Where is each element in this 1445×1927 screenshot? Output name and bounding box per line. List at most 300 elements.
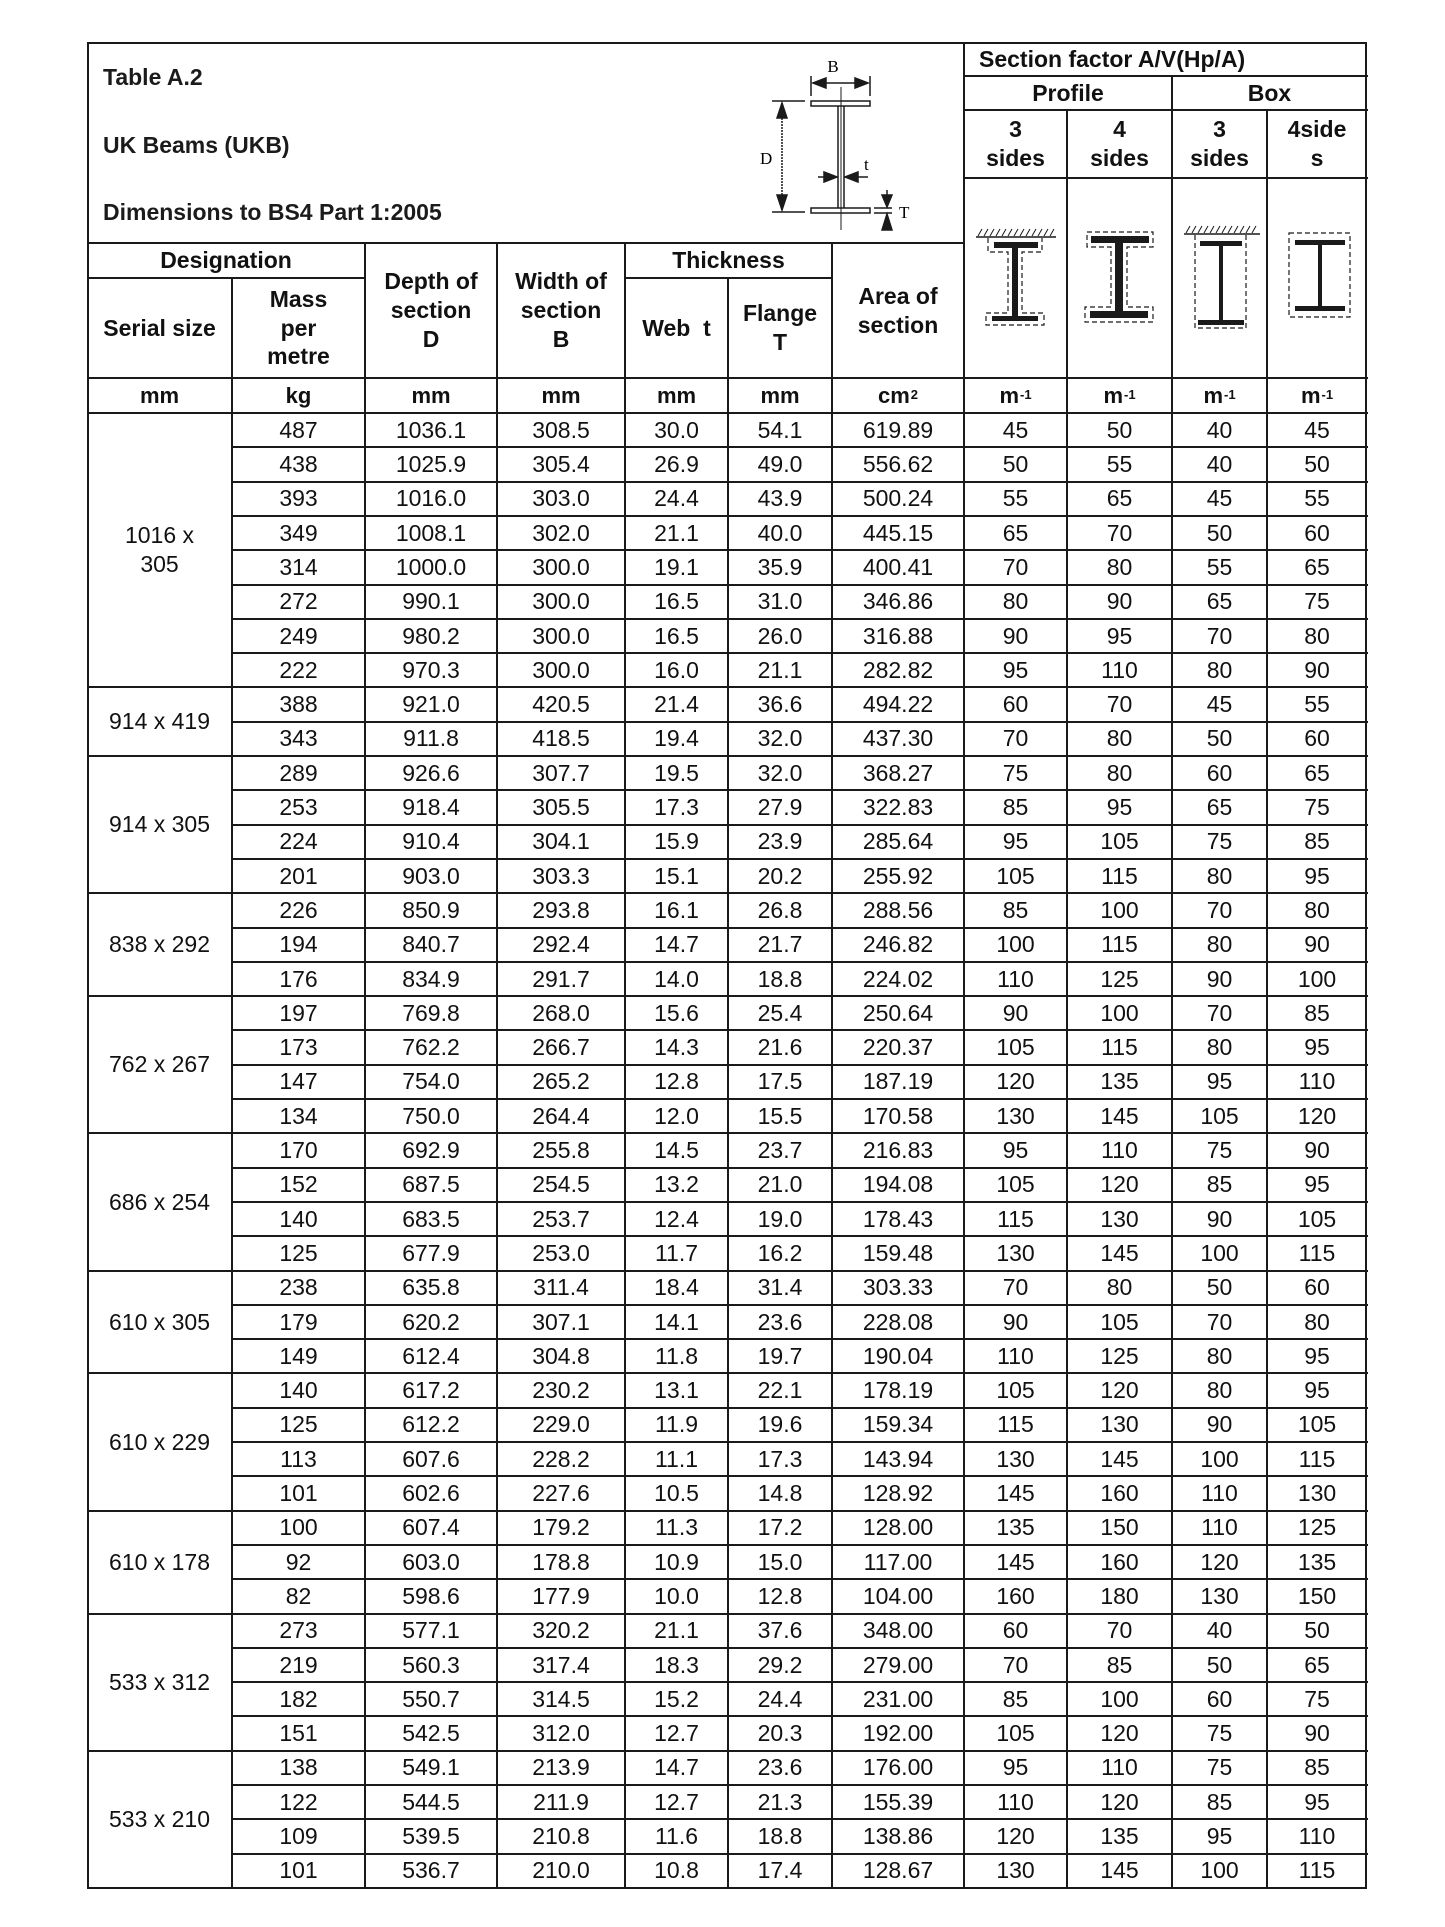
table-cell: 612.2 — [402, 1411, 460, 1438]
table-cell: 19.4 — [654, 725, 699, 752]
table-cell: 100 — [1200, 1445, 1239, 1472]
table-cell: 178.43 — [862, 1205, 934, 1232]
table-cell: 194.08 — [862, 1171, 934, 1198]
serial-size-cell — [87, 1271, 232, 1374]
table-cell: 120 — [996, 1068, 1035, 1095]
table-cell: 11.3 — [654, 1514, 699, 1541]
table-cell: 14.5 — [654, 1137, 699, 1164]
table-cell: 265.2 — [532, 1068, 590, 1095]
grid-hline — [232, 1578, 1368, 1580]
table-cell: 159.48 — [862, 1239, 934, 1266]
table-cell: 18.3 — [654, 1651, 699, 1678]
table-cell: 130 — [996, 1857, 1035, 1884]
table-cell: 12.7 — [654, 1788, 699, 1815]
table-cell: 85 — [1002, 794, 1029, 821]
table-cell: 115 — [1101, 931, 1138, 958]
header-line: Width of — [515, 268, 607, 295]
table-cell: 110 — [997, 1788, 1034, 1815]
serial-size-cell — [87, 1133, 232, 1270]
table-cell: 388 — [279, 691, 318, 718]
table-cell: 105 — [996, 862, 1035, 889]
table-cell: 177.9 — [532, 1582, 590, 1609]
table-cell: 85 — [1304, 828, 1330, 855]
grid-hline — [232, 446, 1368, 448]
table-cell: 80 — [1206, 656, 1233, 683]
header-line: section — [520, 297, 602, 324]
table-cell: 138.86 — [862, 1823, 934, 1850]
table-cell: 268.0 — [532, 999, 590, 1026]
unit-label: mm — [760, 382, 800, 408]
table-cell: 300.0 — [532, 588, 590, 615]
table-cell: 18.8 — [757, 965, 803, 992]
table-cell: 22.1 — [757, 1377, 803, 1404]
table-cell: 70 — [1206, 999, 1233, 1026]
unit-label: m — [1300, 382, 1321, 408]
table-cell: 110 — [1298, 1823, 1336, 1850]
table-cell: 70 — [1002, 553, 1029, 580]
table-cell: 11.9 — [654, 1411, 699, 1438]
table-cell: 95 — [1002, 828, 1029, 855]
table-cell: 229.0 — [532, 1411, 590, 1438]
table-cell: 16.2 — [757, 1239, 803, 1266]
grid-hline — [232, 1441, 1368, 1443]
table-cell: 85 — [1106, 1651, 1133, 1678]
table-cell: 104.00 — [862, 1582, 934, 1609]
grid-hline — [232, 858, 1368, 860]
unit-label: m — [999, 382, 1019, 408]
table-cell: 179 — [279, 1308, 318, 1335]
table-cell: 125 — [279, 1411, 318, 1438]
profile-group-header: Profile — [1032, 79, 1104, 106]
table-cell: 130 — [1297, 1480, 1337, 1507]
table-cell: 90 — [1206, 1411, 1233, 1438]
table-cell: 23.9 — [757, 828, 803, 855]
i-beam-dimension-diagram — [760, 40, 960, 240]
table-cell: 228.2 — [532, 1445, 590, 1472]
table-cell: 110 — [997, 1342, 1034, 1369]
table-cell: 70 — [1002, 1274, 1029, 1301]
table-cell: 1008.1 — [395, 519, 467, 546]
table-cell: 602.6 — [402, 1480, 460, 1507]
table-cell: 246.82 — [862, 931, 934, 958]
unit-superscript: -1 — [1321, 387, 1334, 403]
header-line: metre — [267, 343, 330, 370]
unit-cell — [728, 378, 832, 413]
table-cell: 19.0 — [757, 1205, 803, 1232]
table-cell: 65 — [1304, 1651, 1330, 1678]
table-cell: 10.0 — [654, 1582, 699, 1609]
table-cell: 30.0 — [654, 416, 699, 443]
table-cell: 85 — [1206, 1788, 1233, 1815]
table-cell: 437.30 — [862, 725, 934, 752]
table-cell: 31.4 — [757, 1274, 803, 1301]
table-cell: 135 — [1100, 1823, 1139, 1850]
table-cell: 598.6 — [402, 1582, 460, 1609]
table-cell: 16.0 — [654, 656, 699, 683]
table-cell: 216.83 — [862, 1137, 934, 1164]
table-cell: 14.7 — [654, 1754, 699, 1781]
serial-size-cell — [87, 756, 232, 893]
header-line: sides — [1190, 145, 1249, 171]
table-cell: 539.5 — [402, 1823, 460, 1850]
table-cell: 145 — [1100, 1102, 1139, 1129]
table-cell: 20.3 — [757, 1720, 803, 1747]
table-cell: 90 — [1002, 999, 1029, 1026]
table-cell: 115 — [997, 1411, 1034, 1438]
serial-size-line: 533 x 210 — [108, 1805, 211, 1832]
table-cell: 18.4 — [654, 1274, 699, 1301]
table-cell: 911.8 — [403, 725, 459, 752]
box-3-sides-header — [1172, 110, 1267, 178]
grid-hline — [232, 1475, 1368, 1477]
header-line: section — [857, 311, 939, 338]
table-cell: 253 — [279, 794, 318, 821]
table-cell: 95 — [1304, 1342, 1330, 1369]
serial-size-header: Serial size — [103, 314, 216, 341]
table-cell: 90 — [1304, 1720, 1330, 1747]
table-cell: 95 — [1304, 1788, 1330, 1815]
box-4-sides-icon — [1285, 230, 1355, 325]
table-cell: 687.5 — [402, 1171, 460, 1198]
table-cell: 80 — [1304, 622, 1330, 649]
table-cell: 45 — [1206, 485, 1233, 512]
unit-cell — [1067, 378, 1172, 413]
table-cell: 85 — [1002, 1685, 1029, 1712]
table-cell: 120 — [1100, 1377, 1139, 1404]
table-cell: 21.1 — [654, 1617, 699, 1644]
table-cell: 32.0 — [757, 725, 803, 752]
unit-label: cm — [877, 382, 910, 408]
table-cell: 90 — [1206, 965, 1233, 992]
table-cell: 348.00 — [862, 1617, 934, 1644]
designation-header: Designation — [160, 247, 292, 274]
svg-text:B: B — [827, 57, 839, 76]
table-cell: 90 — [1304, 1137, 1330, 1164]
table-cell: 26.9 — [654, 451, 699, 478]
table-cell: 12.4 — [654, 1205, 699, 1232]
grid-hline — [232, 1818, 1368, 1820]
grid-hline — [232, 1304, 1368, 1306]
header-line: Area of — [858, 282, 938, 309]
table-cell: 542.5 — [402, 1720, 460, 1747]
table-cell: 194 — [279, 931, 318, 958]
table-cell: 110 — [997, 965, 1034, 992]
grid-hline — [232, 1201, 1368, 1203]
table-cell: 80 — [1206, 862, 1233, 889]
grid-hline — [964, 75, 1368, 77]
table-cell: 26.0 — [757, 622, 803, 649]
table-cell: 125 — [1100, 1342, 1139, 1369]
table-cell: 80 — [1002, 588, 1029, 615]
table-cell: 75 — [1304, 1685, 1330, 1712]
table-cell: 289 — [279, 759, 318, 786]
table-cell: 14.3 — [654, 1034, 699, 1061]
table-cell: 346.86 — [862, 588, 934, 615]
table-cell: 285.64 — [862, 828, 934, 855]
grid-hline — [964, 109, 1368, 111]
unit-label: m — [1203, 382, 1223, 408]
table-cell: 60 — [1206, 759, 1233, 786]
table-cell: 23.6 — [757, 1308, 803, 1335]
grid-hline — [232, 1715, 1368, 1717]
grid-hline — [232, 1784, 1368, 1786]
table-cell: 55 — [1002, 485, 1029, 512]
table-cell: 307.7 — [532, 759, 590, 786]
table-cell: 55 — [1304, 485, 1330, 512]
table-cell: 134 — [279, 1102, 318, 1129]
table-cell: 143.94 — [862, 1445, 934, 1472]
table-cell: 13.1 — [654, 1377, 699, 1404]
unit-label: mm — [541, 382, 581, 408]
width-header — [497, 243, 625, 378]
table-cell: 80 — [1106, 553, 1133, 580]
serial-size-line: 610 x 305 — [108, 1308, 211, 1335]
header-line: 4side — [1287, 116, 1347, 143]
table-cell: 110 — [1101, 1754, 1138, 1781]
table-cell: 105 — [1200, 1102, 1239, 1129]
grid-hline — [232, 652, 1368, 654]
table-cell: 769.8 — [402, 999, 460, 1026]
unit-cell — [497, 378, 625, 413]
table-cell: 65 — [1106, 485, 1133, 512]
table-cell: 1000.0 — [395, 553, 467, 580]
table-cell: 17.2 — [757, 1514, 803, 1541]
table-cell: 17.3 — [757, 1445, 803, 1472]
grid-vline — [1171, 76, 1173, 1888]
table-cell: 29.2 — [757, 1651, 803, 1678]
grid-vline — [727, 278, 729, 1888]
table-cell: 300.0 — [532, 656, 590, 683]
box-group-header: Box — [1247, 79, 1292, 106]
unit-cell — [232, 378, 365, 413]
table-cell: 23.7 — [757, 1137, 803, 1164]
table-cell: 60 — [1304, 1274, 1330, 1301]
header-line: section — [390, 297, 472, 324]
grid-vline — [831, 243, 833, 1888]
table-cell: 40 — [1206, 416, 1233, 443]
table-cell: 95 — [1304, 1034, 1330, 1061]
table-cell: 21.7 — [757, 931, 803, 958]
table-cell: 266.7 — [532, 1034, 590, 1061]
table-cell: 560.3 — [402, 1651, 460, 1678]
table-cell: 80 — [1304, 1308, 1330, 1335]
table-cell: 288.56 — [862, 896, 934, 923]
table-cell: 135 — [996, 1514, 1035, 1541]
table-cell: 125 — [1100, 965, 1139, 992]
table-cell: 105 — [1100, 1308, 1139, 1335]
header-line: sides — [986, 145, 1045, 171]
table-cell: 120 — [1100, 1720, 1139, 1747]
table-cell: 556.62 — [862, 451, 934, 478]
table-cell: 151 — [279, 1720, 318, 1747]
table-cell: 282.82 — [862, 656, 934, 683]
serial-size-line: 1016 x — [124, 522, 195, 549]
grid-hline — [232, 481, 1368, 483]
table-cell: 418.5 — [532, 725, 590, 752]
table-cell: 90 — [1304, 931, 1330, 958]
table-cell: 11.6 — [654, 1823, 699, 1850]
table-cell: 65 — [1304, 759, 1330, 786]
table-cell: 10.5 — [654, 1480, 699, 1507]
table-cell: 494.22 — [862, 691, 934, 718]
table-cell: 55 — [1304, 691, 1330, 718]
unit-label: mm — [411, 382, 451, 408]
table-cell: 145 — [1100, 1445, 1139, 1472]
header-line: Depth of — [384, 268, 478, 295]
table-cell: 1025.9 — [395, 451, 467, 478]
table-cell: 15.5 — [757, 1102, 803, 1129]
table-cell: 536.7 — [402, 1857, 460, 1884]
table-cell: 80 — [1206, 1377, 1233, 1404]
table-cell: 75 — [1206, 828, 1233, 855]
table-cell: 115 — [1101, 862, 1138, 889]
table-cell: 80 — [1304, 896, 1330, 923]
table-cell: 21.3 — [757, 1788, 803, 1815]
table-cell: 70 — [1106, 691, 1133, 718]
table-cell: 21.0 — [757, 1171, 803, 1198]
table-cell: 990.1 — [402, 588, 460, 615]
unit-cell — [365, 378, 497, 413]
table-cell: 95 — [1304, 1171, 1330, 1198]
table-cell: 291.7 — [532, 965, 590, 992]
serial-size-line: 838 x 292 — [108, 931, 211, 958]
table-cell: 176 — [279, 965, 318, 992]
table-cell: 101 — [279, 1480, 318, 1507]
table-cell: 75 — [1304, 794, 1330, 821]
grid-hline — [232, 1338, 1368, 1340]
table-cell: 145 — [996, 1548, 1035, 1575]
table-cell: 12.8 — [757, 1582, 803, 1609]
table-cell: 85 — [1304, 1754, 1330, 1781]
table-cell: 65 — [1206, 794, 1233, 821]
table-cell: 60 — [1002, 691, 1029, 718]
table-cell: 75 — [1304, 588, 1330, 615]
table-cell: 173 — [279, 1034, 318, 1061]
table-cell: 70 — [1206, 896, 1233, 923]
table-cell: 160 — [1100, 1548, 1139, 1575]
serial-size-cell — [87, 996, 232, 1133]
table-cell: 100 — [996, 931, 1035, 958]
grid-hline — [232, 721, 1368, 723]
table-cell: 180 — [1100, 1582, 1139, 1609]
grid-hline — [232, 789, 1368, 791]
table-cell: 253.0 — [532, 1239, 590, 1266]
table-cell: 17.5 — [757, 1068, 803, 1095]
header-line: 4 — [1113, 116, 1126, 143]
table-cell: 16.5 — [654, 588, 699, 615]
table-cell: 115 — [997, 1205, 1034, 1232]
table-cell: 145 — [1100, 1857, 1139, 1884]
table-cell: 311.4 — [533, 1274, 589, 1301]
header-line: 3 — [1009, 116, 1022, 143]
table-cell: 305.5 — [532, 794, 590, 821]
table-cell: 95 — [1002, 1137, 1029, 1164]
table-cell: 303.3 — [532, 862, 590, 889]
svg-text:T: T — [899, 203, 910, 222]
table-cell: 110 — [1101, 656, 1138, 683]
grid-hline — [232, 1647, 1368, 1649]
table-cell: 95 — [1206, 1068, 1233, 1095]
table-cell: 100 — [1297, 965, 1337, 992]
unit-cell — [87, 378, 232, 413]
grid-hline — [232, 584, 1368, 586]
header-line: Mass — [269, 285, 328, 312]
table-cell: 100 — [1100, 896, 1139, 923]
grid-vline — [364, 243, 366, 1888]
table-cell: 95 — [1206, 1823, 1233, 1850]
grid-hline — [232, 824, 1368, 826]
table-cell: 43.9 — [757, 485, 803, 512]
table-cell: 10.8 — [654, 1857, 699, 1884]
table-cell: 160 — [1100, 1480, 1139, 1507]
table-cell: 617.2 — [402, 1377, 460, 1404]
grid-vline — [231, 278, 233, 1888]
unit-label: mm — [139, 382, 180, 408]
header-line: per — [280, 314, 317, 341]
table-cell: 420.5 — [532, 691, 590, 718]
table-cell: 80 — [1106, 759, 1133, 786]
table-cell: 40.0 — [757, 519, 803, 546]
unit-cell — [625, 378, 728, 413]
table-cell: 320.2 — [532, 1617, 590, 1644]
unit-superscript: -1 — [1020, 387, 1032, 403]
table-cell: 190.04 — [862, 1342, 934, 1369]
grid-hline — [232, 1029, 1368, 1031]
grid-hline — [232, 1064, 1368, 1066]
table-cell: 12.8 — [654, 1068, 699, 1095]
header-line: s — [1310, 145, 1324, 171]
table-cell: 50 — [1206, 1274, 1233, 1301]
depth-header — [365, 243, 497, 378]
table-cell: 115 — [1101, 1034, 1138, 1061]
profile-3-sides-icon — [974, 225, 1058, 335]
table-cell: 130 — [1200, 1582, 1239, 1609]
table-cell: 840.7 — [402, 931, 460, 958]
table-cell: 70 — [1002, 725, 1029, 752]
table-cell: 138 — [279, 1754, 318, 1781]
table-cell: 50 — [1304, 1617, 1330, 1644]
table-cell: 14.1 — [654, 1308, 699, 1335]
table-cell: 50 — [1206, 1651, 1233, 1678]
grid-hline — [87, 277, 366, 279]
table-cell: 228.08 — [862, 1308, 934, 1335]
table-cell: 80 — [1206, 1034, 1233, 1061]
table-cell: 75 — [1206, 1754, 1233, 1781]
table-cell: 322.83 — [862, 794, 934, 821]
table-cell: 130 — [996, 1102, 1035, 1129]
table-cell: 75 — [1206, 1137, 1233, 1164]
table-cell: 105 — [1100, 828, 1139, 855]
table-cell: 50 — [1206, 519, 1233, 546]
table-cell: 921.0 — [402, 691, 460, 718]
table-cell: 302.0 — [532, 519, 590, 546]
table-cell: 192.00 — [862, 1720, 934, 1747]
unit-cell — [1267, 378, 1367, 413]
table-cell: 110 — [1201, 1514, 1238, 1541]
table-cell: 754.0 — [402, 1068, 460, 1095]
table-cell: 54.1 — [757, 416, 803, 443]
table-cell: 85 — [1304, 999, 1330, 1026]
table-cell: 105 — [996, 1171, 1035, 1198]
table-cell: 60 — [1002, 1617, 1029, 1644]
table-cell: 155.39 — [862, 1788, 934, 1815]
table-cell: 304.1 — [532, 828, 590, 855]
table-cell: 31.0 — [757, 588, 803, 615]
table-cell: 1016.0 — [395, 485, 467, 512]
table-cell: 65 — [1002, 519, 1029, 546]
unit-superscript: -1 — [1224, 387, 1236, 403]
table-cell: 635.8 — [402, 1274, 460, 1301]
